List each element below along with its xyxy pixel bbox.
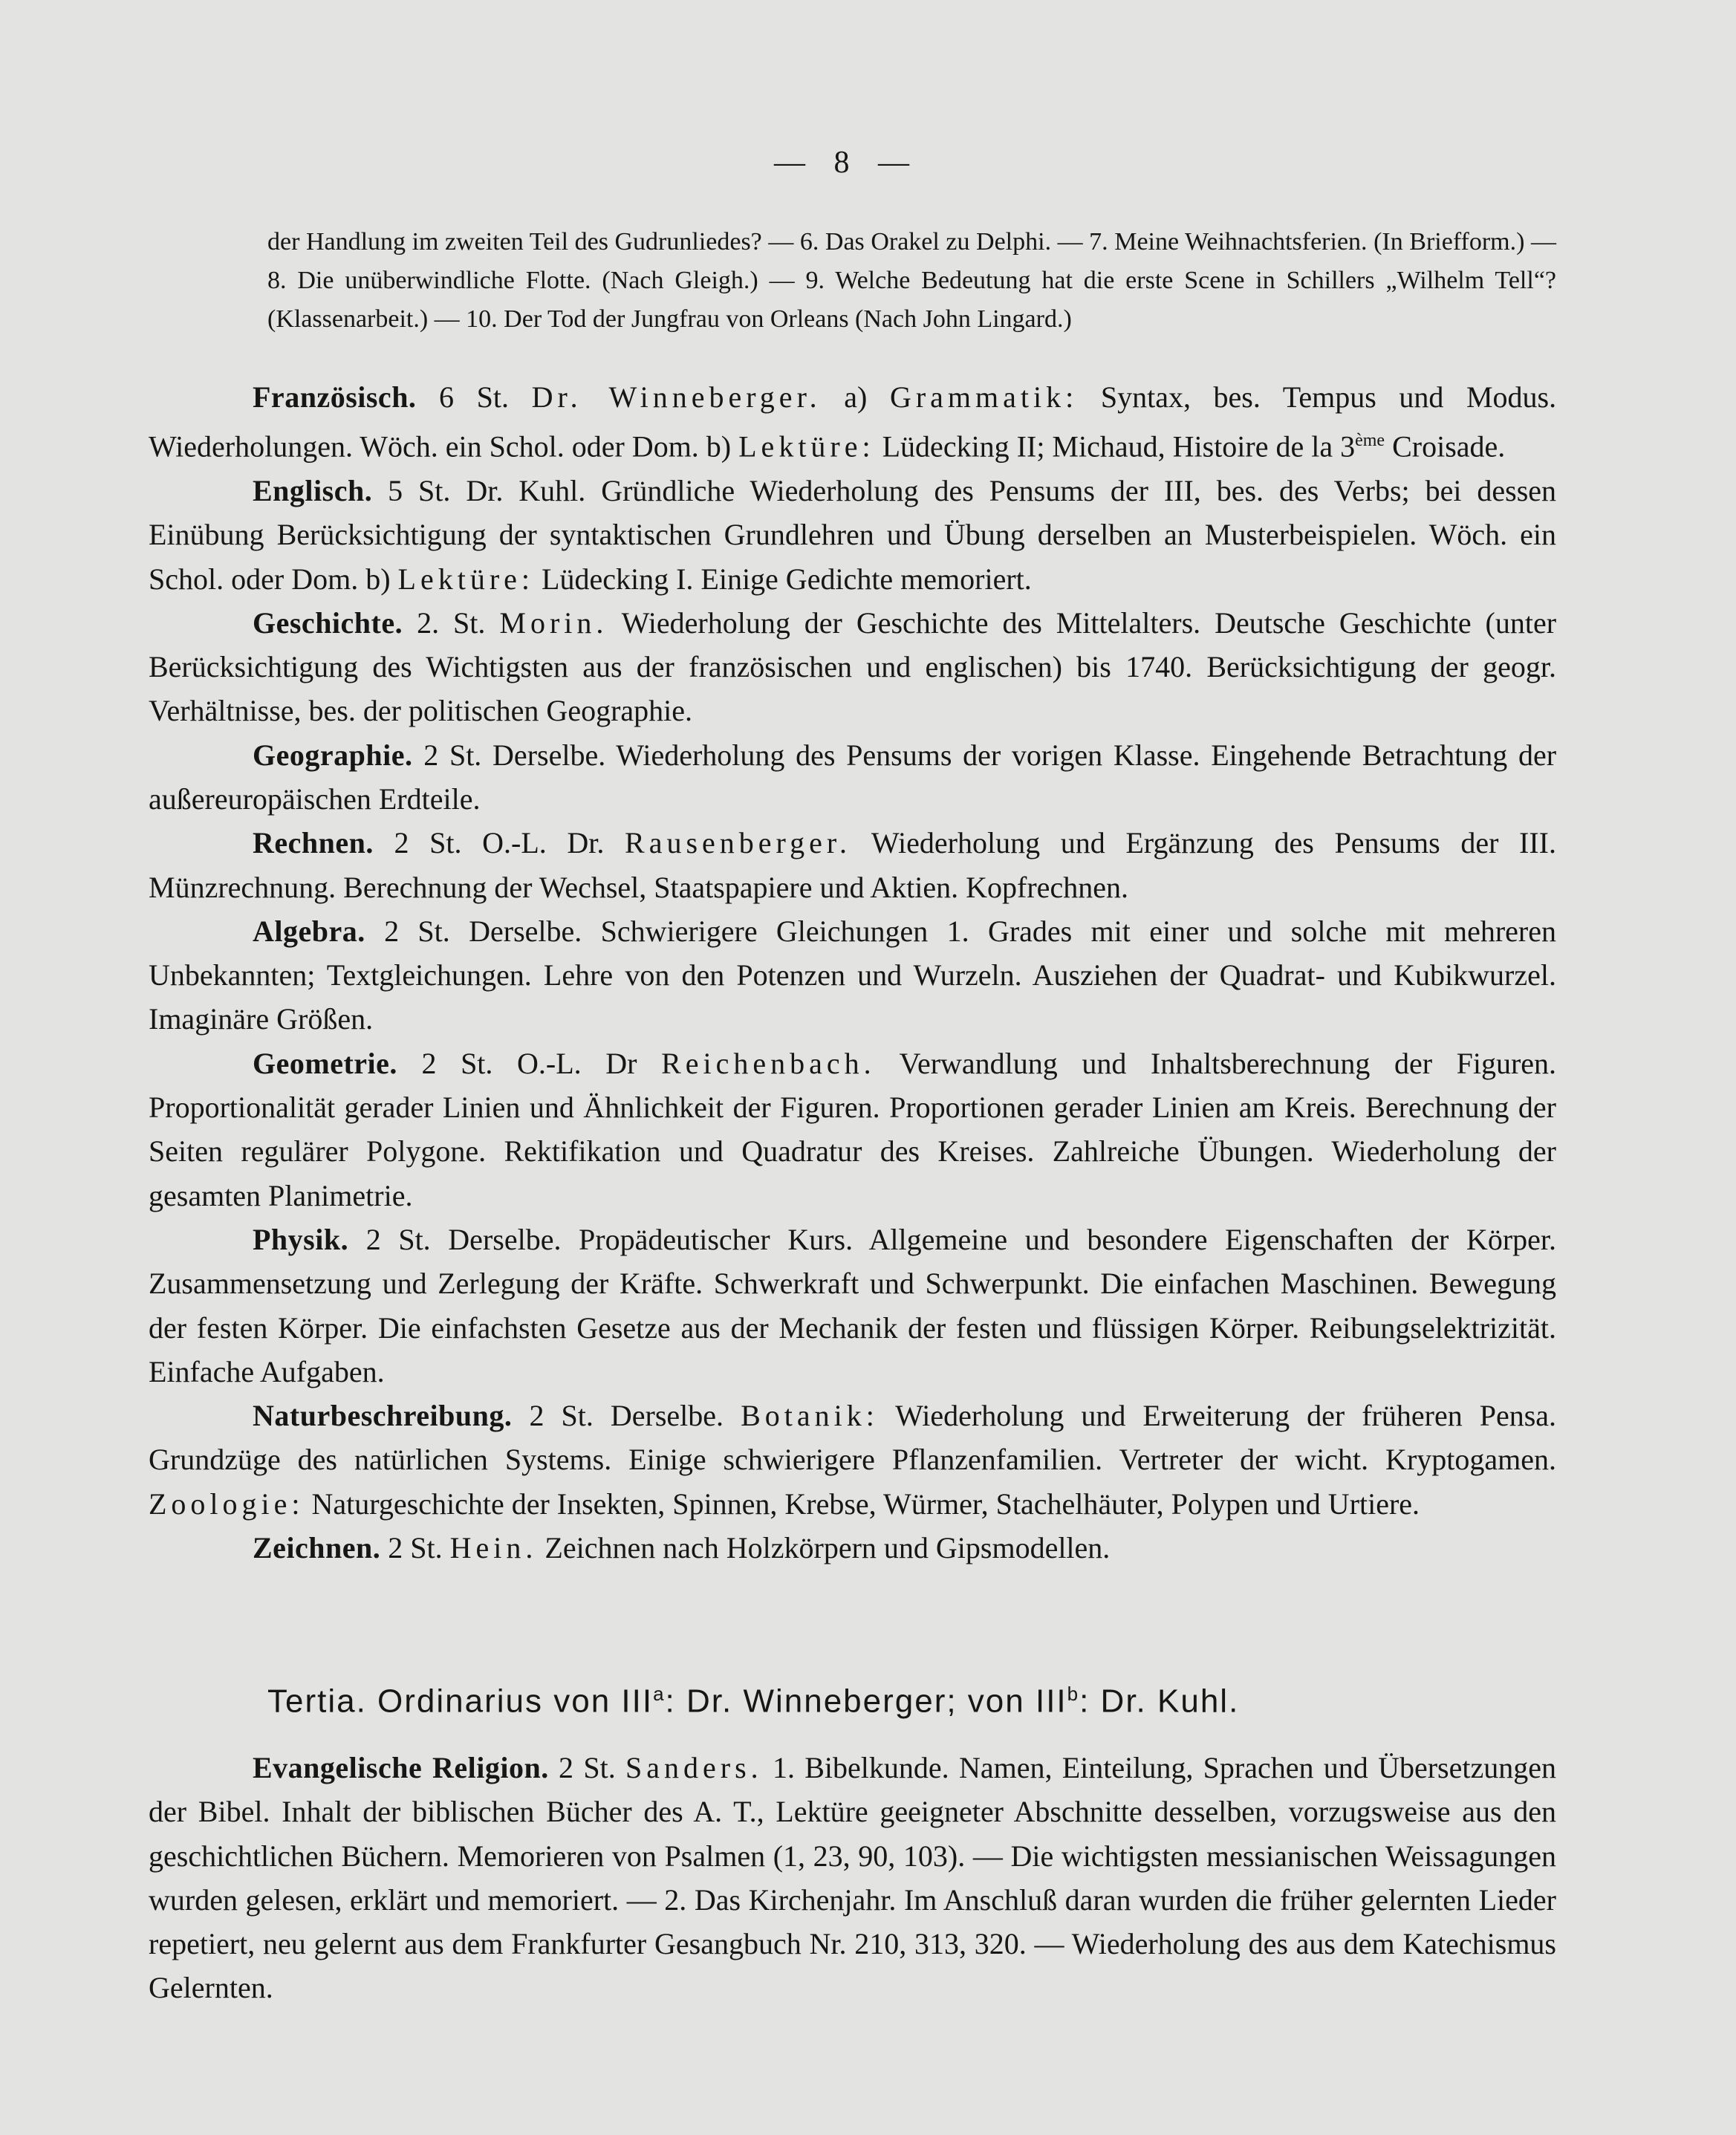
teacher-name: Dr. Kuhl. xyxy=(466,473,586,507)
section-heading: Algebra. xyxy=(253,914,365,948)
section-physik: Physik. 2 St. Derselbe. Propädeutischer Kurs. Allgemeine und besondere Eigenschaften der Körper. Zusammensetzung und Zerlegung der Kräfte. Schwerkraft und Schwerpunkt. Die einfachen Maschinen. Bewegung der festen Körper. Die einfachsten Gesetze aus der Mechanik der festen und flüssigen Körper. Reibungselektrizität. Einfache Aufgaben. xyxy=(149,1222,1557,1388)
section-heading: Zeichnen. xyxy=(253,1531,381,1565)
section-geschichte: Geschichte. 2. St. Morin. Wiederholung der Geschichte des Mittelalters. Deutsche Geschichte (unter Berücksichtigung des Wichtigsten aus der französischen und englischen) bis 1740. Berücksichtigung der geogr. Verhältnisse, bes. der politischen Geographie. xyxy=(149,605,1557,728)
section-franzoesisch: Französisch. 6 St. Dr. Winneberger. a) Grammatik: Syntax, bes. Tempus und Modus. Wiederholungen. Wöch. ein Schol. oder Dom. b) Lektüre: Lüdecking II; Michaud, Histoire de la 3ème Croisade. xyxy=(149,380,1557,464)
section-geometrie: Geometrie. 2 St. O.-L. Dr Reichenbach. Verwandlung und Inhaltsberechnung der Figuren. Proportionalität gerader Linien und Ähnlichkeit der Figuren. Proportionen gerader Linien am Kreis. Berechnung der Seiten regulärer Polygone. Rektifikation und Quadratur des Kreises. Zahlreiche Übungen. Wiederholung der gesamten Planimetrie. xyxy=(149,1046,1557,1212)
teacher-name: Sanders. xyxy=(625,1751,763,1784)
section-heading: Geographie. xyxy=(253,738,413,772)
section-heading: Physik. xyxy=(253,1222,349,1256)
section-geographie: Geographie. 2 St. Derselbe. Wiederholung des Pensums der vorigen Klasse. Eingehende Betrachtung der außereuropäischen Erdteile. xyxy=(149,738,1557,816)
section-heading: Rechnen. xyxy=(253,826,374,860)
section-englisch: Englisch. 5 St. Dr. Kuhl. Gründliche Wiederholung des Pensums der III, bes. des Verbs; bei dessen Einübung Berücksichtigung der syntaktischen Grundlehren und Übung derselben an Musterbeispielen. Wöch. ein Schol. oder Dom. b) Lektüre: Lüdecking I. Einige Gedichte memoriert. xyxy=(149,473,1557,596)
teacher-name: Hein. xyxy=(449,1531,538,1565)
class-heading-tertia: Tertia. Ordinarius von III$^a$: Dr. Winneberger; von III$^b$: Dr. Kuhl. xyxy=(267,1683,1240,1720)
section-naturbeschreibung: Naturbeschreibung. 2 St. Derselbe. Botanik: Wiederholung und Erweiterung der früheren Pensa. Grundzüge des natürlichen Systems. Einige schwierigere Pflanzenfamilien. Vertreter der wicht. Kryptogamen. Zoologie: Naturgeschichte der Insekten, Spinnen, Krebse, Würmer, Stachelhäuter, Polypen und Urtiere. xyxy=(149,1399,1557,1521)
teacher-name: Morin. xyxy=(499,605,608,640)
section-algebra: Algebra. 2 St. Derselbe. Schwierigere Gleichungen 1. Grades mit einer und solche mit mehreren Unbekannten; Textgleichungen. Lehre von den Potenzen und Wurzeln. Ausziehen der Quadrat- und Kubikwurzel. Imaginäre Größen. xyxy=(149,914,1556,1036)
section-heading: Französisch. xyxy=(253,380,417,414)
section-heading: Englisch. xyxy=(253,473,373,507)
page-number: — 8 — xyxy=(774,146,920,180)
section-heading: Evangelische Religion. xyxy=(253,1751,549,1784)
previous-paragraph: der Handlung im zweiten Teil des Gudrunliedes? — 6. Das Orakel zu Delphi. — 7. Meine Weihnachtsferien. (In Briefform.) — 8. Die unüberwindliche Flotte. (Nach Gleigh.) — 9. Welche Bedeutung hat die erste Scene in Schillers „Wilhelm Tell“? (Klassenarbeit.) — 10. Der Tod der Jungfrau von Orleans (Nach John Lingard.) xyxy=(267,228,1556,333)
subject-list-tertia xyxy=(149,1746,1556,2010)
section-zeichnen: Zeichnen. 2 St. Hein. Zeichnen nach Holzkörpern und Gipsmodellen. xyxy=(253,1531,1111,1565)
section-evangelische-religion: Evangelische Religion. 2 St. Sanders. 1. Bibelkunde. Namen, Einteilung, Sprachen und Übersetzungen der Bibel. Inhalt der biblischen Bücher des A. T., Lektüre geeigneter Abschnitte desselben, vorzugsweise aus den geschichtlichen Büchern. Memorieren von Psalmen (1, 23, 90, 103). — Die wichtigsten messianischen Weissagungen wurden gelesen, erklärt und memoriert. — 2. Das Kirchenjahr. Im Anschluß daran wurden die früher gelernten Lieder repetiert, neu gelernt aus dem Frankfurter Gesangbuch Nr. 210, 313, 320. — Wiederholung des aus dem Katechismus Gelernten. xyxy=(149,1751,1557,2005)
teacher-name: Dr. Winneberger. xyxy=(531,380,822,414)
section-rechnen: Rechnen. 2 St. O.-L. Dr. Rausenberger. Wiederholung und Ergänzung des Pensums der III. Münzrechnung. Berechnung der Wechsel, Staatspapiere und Aktien. Kopfrechnen. xyxy=(149,826,1556,904)
teacher-name: Reichenbach. xyxy=(661,1046,876,1080)
section-heading: Geschichte. xyxy=(253,605,403,640)
section-heading: Naturbeschreibung. xyxy=(253,1399,513,1433)
section-heading: Geometrie. xyxy=(253,1046,397,1080)
subject-list xyxy=(149,375,1556,1570)
teacher-name: Rausenberger. xyxy=(625,826,851,860)
